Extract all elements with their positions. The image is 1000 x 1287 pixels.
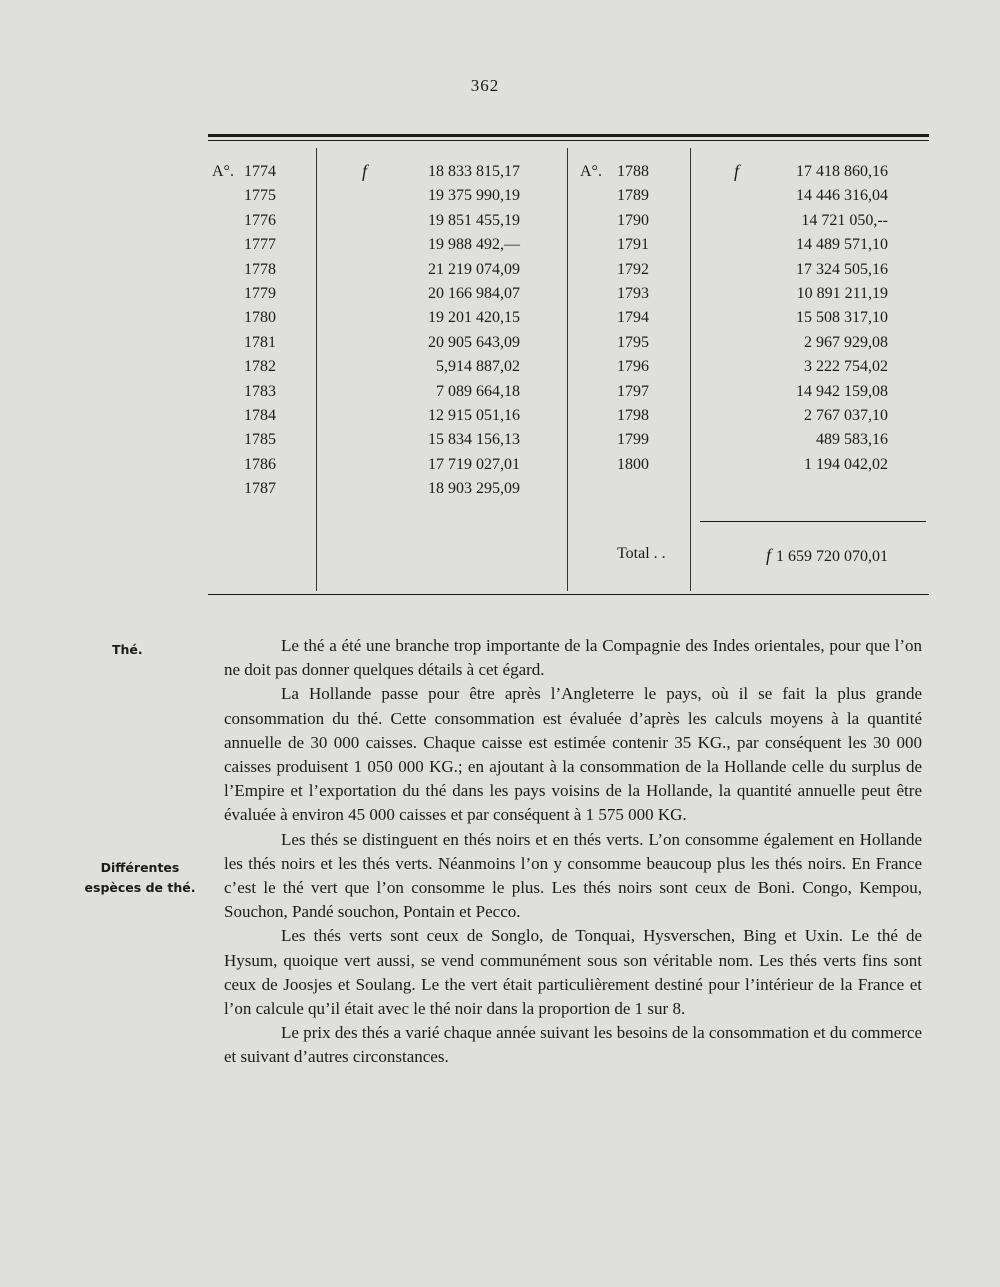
table-year-cell: 1781 xyxy=(244,333,276,351)
table-value-cell: 21 219 074,09 xyxy=(428,260,520,278)
table-value-cell: 20 166 984,07 xyxy=(428,284,520,302)
table-top-rule xyxy=(208,134,929,137)
table-top-rule-thin xyxy=(208,140,929,141)
table-value-cell: 3 222 754,02 xyxy=(804,358,888,376)
table-value-cell: 17 719 027,01 xyxy=(428,455,520,473)
table-year-cell: 1794 xyxy=(617,309,649,327)
paragraph: Les thés se distinguent en thés noirs et en thés verts. L’on consomme également en Hollande les thés noirs et les thés verts. Néanmoins l’on y consomme beaucoup plus les thés noirs. En France c’est le thé vert que l’on consomme le plus. Les thés noirs sont ceux de Boni. Congo, Kempou, Souchon, Pandé souchon, Pontain et Pecco. xyxy=(224,829,922,922)
table-value-cell: 14 489 571,10 xyxy=(796,236,888,254)
total-value xyxy=(738,545,888,566)
table-value-cell: 1 194 042,02 xyxy=(804,455,888,473)
table-year-cell: 1776 xyxy=(244,211,276,229)
table-year-cell: 1774 xyxy=(244,163,276,180)
body-text xyxy=(224,634,922,1070)
left-values-column xyxy=(380,160,520,501)
table-value-cell: 19 201 420,15 xyxy=(428,309,520,327)
table-value-cell: 18 903 295,09 xyxy=(428,480,520,498)
table-year-cell: 1790 xyxy=(617,211,649,229)
table-year-cell: 1785 xyxy=(244,431,276,449)
currency-symbol-right: f xyxy=(734,161,740,181)
total-label: Total . . xyxy=(617,545,666,562)
sidenote-line: Différentes xyxy=(100,860,180,875)
left-years-column xyxy=(244,160,294,501)
table-year-cell: 1796 xyxy=(617,358,649,376)
table-value-cell: 10 891 211,19 xyxy=(796,284,888,302)
table-year-cell: 1795 xyxy=(617,333,649,351)
currency-symbol-total: f xyxy=(765,545,771,565)
table-value-cell: 19 851 455,19 xyxy=(428,211,520,229)
table-value-cell: 14 721 050,-- xyxy=(801,211,888,229)
table-year-cell: 1800 xyxy=(617,455,649,473)
table-year-cell: 1786 xyxy=(244,455,276,473)
table-year-cell: 1779 xyxy=(244,284,276,302)
table-year-cell: 1778 xyxy=(244,260,276,278)
table-value-cell: 14 446 316,04 xyxy=(796,187,888,205)
total-amount: 1 659 720 070,01 xyxy=(776,548,888,565)
paragraph: Les thés verts sont ceux de Songlo, de Tonquai, Hysverschen, Bing et Uxin. Le thé de Hysum, quoique vert aussi, se vend communément sous son véritable nom. Les thés verts fins sont ceux de Joosjes et Soulang. Le the vert était particulièrement destiné pour l’intérieur de la France et l’on calcule qu’il était avec le thé noir dans la proportion de 1 sur 8. xyxy=(224,926,922,1019)
table-year-cell: 1780 xyxy=(244,309,276,327)
table-value-cell: 15 508 317,10 xyxy=(796,309,888,327)
table-value-cell: 12 915 051,16 xyxy=(428,406,520,424)
right-years-column xyxy=(617,160,667,477)
table-year-cell: 1799 xyxy=(617,431,649,449)
column-divider xyxy=(690,148,691,591)
sidenote-the: Thé. xyxy=(112,642,143,657)
table-value-cell: 5,914 887,02 xyxy=(436,358,520,376)
table-year-cell: 1783 xyxy=(244,382,276,400)
table-year-cell: 1792 xyxy=(617,260,649,278)
paragraph: Le thé a été une branche trop importante de la Compagnie des Indes orientales, pour que l’on ne doit pas donner quelques détails à cet égard. xyxy=(224,636,922,680)
table-value-cell: 20 905 643,09 xyxy=(428,333,520,351)
sidenote-line: espèces de thé. xyxy=(84,880,196,895)
table-year-cell: 1791 xyxy=(617,236,649,254)
table-year-cell: 1789 xyxy=(617,187,649,205)
table-bottom-rule xyxy=(208,594,929,595)
table-value-cell: 17 418 860,16 xyxy=(796,163,888,180)
column-divider xyxy=(567,148,568,591)
table-value-cell: 18 833 815,17 xyxy=(428,163,520,180)
table-value-cell: 19 988 492,— xyxy=(428,236,520,254)
table-year-cell: 1784 xyxy=(244,406,276,424)
sidenote-differentes-especes xyxy=(70,858,210,898)
paragraph: Le prix des thés a varié chaque année suivant les besoins de la consommation et du commerce et suivant d’autres circonstances. xyxy=(224,1023,922,1067)
year-prefix-right: A°. xyxy=(580,163,602,180)
right-values-column xyxy=(748,160,888,477)
year-prefix-left: A°. xyxy=(212,163,234,180)
page-number: 362 xyxy=(470,76,500,95)
table-year-cell: 1782 xyxy=(244,358,276,376)
total-rule xyxy=(700,521,926,522)
table-year-cell: 1777 xyxy=(244,236,276,254)
table-value-cell: 14 942 159,08 xyxy=(796,382,888,400)
table-year-cell: 1798 xyxy=(617,406,649,424)
table-value-cell: 489 583,16 xyxy=(816,431,888,449)
table-value-cell: 2 767 037,10 xyxy=(804,406,888,424)
table-year-cell: 1775 xyxy=(244,187,276,205)
table-value-cell: 19 375 990,19 xyxy=(428,187,520,205)
table-year-cell: 1787 xyxy=(244,480,276,498)
table-year-cell: 1797 xyxy=(617,382,649,400)
table-value-cell: 7 089 664,18 xyxy=(436,382,520,400)
paragraph: La Hollande passe pour être après l’Angleterre le pays, où il se fait la plus grande consommation du thé. Cette consommation est évaluée d’après les calculs moyens à la quantité annuelle de 30 000 caisses. Chaque caisse est estimée contenir 35 KG., par conséquent les 30 000 caisses produisent 1 050 000 KG.; en ajoutant à la consommation de la Hollande celle du surplus de l’Empire et l’exportation du thé dans les pays voisins de la Hollande, la quantité annuelle peut être évaluée à environ 45 000 caisses et par conséquent à 1 575 000 KG. xyxy=(224,684,922,825)
table-value-cell: 17 324 505,16 xyxy=(796,260,888,278)
table-year-cell: 1793 xyxy=(617,284,649,302)
currency-symbol-left: f xyxy=(362,161,368,181)
table-year-cell: 1788 xyxy=(617,163,649,180)
table-value-cell: 2 967 929,08 xyxy=(804,333,888,351)
column-divider xyxy=(316,148,317,591)
table-value-cell: 15 834 156,13 xyxy=(428,431,520,449)
